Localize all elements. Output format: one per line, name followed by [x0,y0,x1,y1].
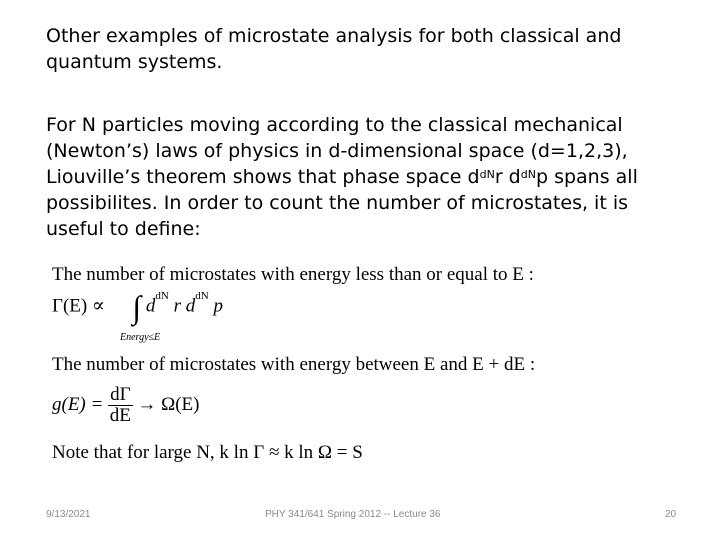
gamma-p: p [213,295,223,317]
gamma-equation [52,289,223,325]
equation-line-1: The number of microstates with energy less than or equal to E : [52,264,534,285]
g-lhs: g(E) = [52,393,104,415]
body-sup-2: dN [520,168,536,181]
body-text-3: p spans all possibilites. In order to count the number of microstates, it is useful to define: [46,166,638,240]
body-text-2: r d [494,166,521,188]
integral-limit: Energy≤E [120,332,161,343]
g-denominator: dE [109,405,131,426]
equation-line-2: The number of microstates with energy between E and E + dE : [52,354,536,375]
gamma-d1: d [145,295,156,317]
g-equation [52,385,199,426]
body-text-1: For N particles moving according to the classical mechanical (Newton’s) laws of physics in d-dimensional space (d=1,2,3), Liouville’s theorem shows that phase space d [46,114,628,188]
footer-course: PHY 341/641 Spring 2012 -- Lecture 36 [265,509,441,520]
gamma-r: r d [173,295,196,317]
footer-date: 9/13/2021 [46,509,91,520]
gamma-sup-1: dN [155,290,169,302]
equation-line-3: Note that for large N, k ln Γ ≈ k ln Ω = S [52,442,363,463]
footer-page-number: 20 [665,509,677,520]
g-numerator: dΓ [110,384,131,405]
gamma-lhs: Γ(E) ∝ [52,295,105,317]
body-sup-1: dN [479,168,495,181]
g-fraction [108,385,132,426]
integral-icon: ∫ [132,289,142,325]
body-paragraph [46,112,686,242]
intro-paragraph: Other examples of microstate analysis for both classical and quantum systems. [46,25,622,73]
g-rhs: → Ω(E) [137,393,200,415]
gamma-sup-2: dN [195,290,209,302]
